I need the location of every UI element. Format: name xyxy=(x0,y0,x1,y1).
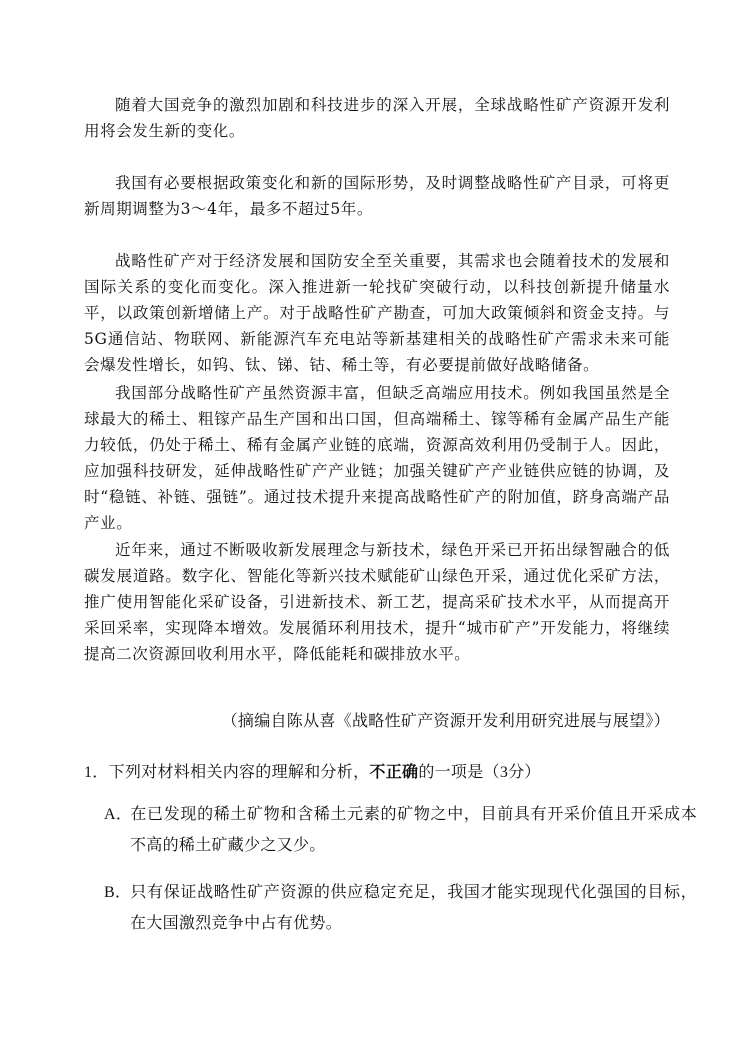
passage-paragraph-4: 我国部分战略性矿产虽然资源丰富，但缺乏高端应用技术。例如我国虽然是全球最大的稀土、粗镓产品生产国和出口国，但高端稀土、镓等稀有金属产品生产能力较低，仍处于稀土、稀有金属产业链的底端，资源高效利用仍受制于人。因此，应加强科技研发，延伸战略性矿产产业链；加强关键矿产产业链供应链的协调，及时“稳链、补链、强链”。通过技术提升来提高战略性矿产的附加值，跻身高端产品产业。 xyxy=(84,384,670,532)
question-emphasis: 不正确 xyxy=(369,764,419,781)
question-suffix: 的一项是（3分） xyxy=(418,764,541,781)
passage-paragraph-3: 战略性矿产对于经济发展和国防安全至关重要，其需求也会随着技术的发展和国际关系的变化而变化。深入推进新一轮找矿突破行动，以科技创新提升储量水平，以政策创新增储上产。对于战略性矿产勘查，可加大政策倾斜和资金支持。与5G通信站、物联网、新能源汽车充电站等新基建相关的战略性矿产需求未来可能会爆发性增长，如钨、钛、锑、钴、稀土等，有必要提前做好战略储备。 xyxy=(84,252,670,374)
passage-paragraph-5: 近年来，通过不断吸收新发展理念与新技术，绿色开采已开拓出绿智融合的低碳发展道路。数字化、智能化等新兴技术赋能矿山绿色开采，通过优化采矿方法，推广使用智能化采矿设备，引进新技术、新工艺，提高采矿技术水平，从而提高开采回采率，实现降本增效。发展循环利用技术，提升“城市矿产”开发能力，将继续提高二次资源回收利用水平，降低能耗和碳排放水平。 xyxy=(84,541,670,663)
passage-paragraph-1: 随着大国竞争的激烈加剧和科技进步的深入开展，全球战略性矿产资源开发利用将会发生新的变化。 xyxy=(84,96,670,140)
option-a-text: 在已发现的稀土矿物和含稀土元素的矿物之中，目前具有开采价值且开采成本不高的稀土矿藏少之又少。 xyxy=(130,806,697,854)
option-b xyxy=(104,877,697,939)
option-b-text: 只有保证战略性矿产资源的供应稳定充足，我国才能实现现代化强国的目标，在大国激烈竞争中占有优势。 xyxy=(130,884,697,932)
passage-source: （摘编自陈从喜《战略性矿产资源开发利用研究进展与展望》） xyxy=(221,713,670,730)
question-prefix: 1．下列对材料相关内容的理解和分析， xyxy=(84,764,370,781)
option-a xyxy=(104,799,697,861)
passage-paragraph-2: 我国有必要根据政策变化和新的国际形势，及时调整战略性矿产目录，可将更新周期调整为3～4年，最多不超过5年。 xyxy=(84,174,670,218)
option-a-letter: A． xyxy=(104,806,133,823)
question-1-stem xyxy=(84,759,541,782)
option-b-letter: B． xyxy=(104,884,132,901)
